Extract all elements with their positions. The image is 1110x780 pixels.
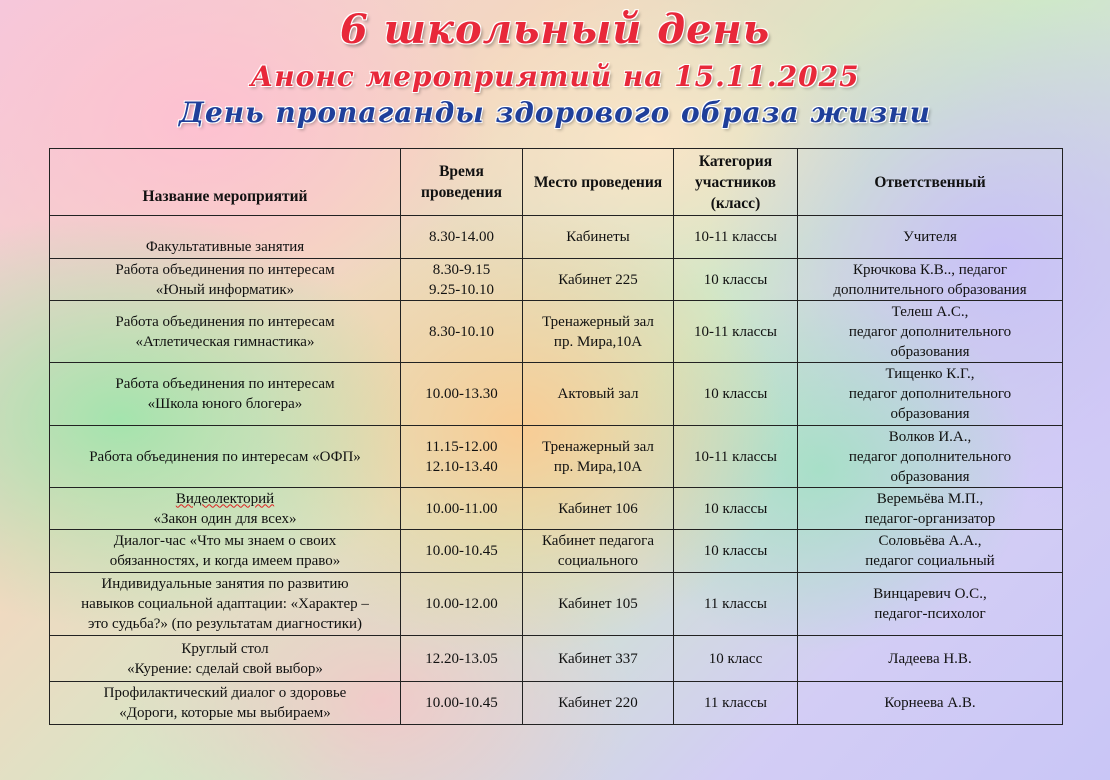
header-time: Время проведения: [401, 149, 523, 216]
event-place: Кабинет 337: [523, 636, 674, 682]
table-row: [50, 426, 1063, 488]
event-place: Актовый зал: [523, 363, 674, 426]
event-name: Индивидуальные занятия по развитию навыков социальной адаптации: «Характер – это судьба?» (по результатам диагностики): [50, 573, 401, 636]
event-place: Кабинет 225: [523, 259, 674, 301]
table-row: [50, 488, 1063, 530]
event-category: 10 классы: [674, 363, 798, 426]
event-responsible: Волков И.А., педагог дополнительного образования: [798, 426, 1063, 488]
event-responsible: Тищенко К.Г., педагог дополнительного образования: [798, 363, 1063, 426]
event-category: 11 классы: [674, 682, 798, 725]
event-name: Факультативные занятия: [50, 216, 401, 259]
announcement-subtitle: Анонс мероприятий на 15.11.2025: [250, 60, 860, 93]
event-name: [50, 488, 401, 530]
events-table: [49, 148, 1063, 725]
table-row: [50, 259, 1063, 301]
event-responsible: Корнеева А.В.: [798, 682, 1063, 725]
event-place: Кабинет 106: [523, 488, 674, 530]
event-name-line2: «Закон один для всех»: [153, 510, 297, 527]
event-name: Диалог-час «Что мы знаем о своих обязанностях, и когда имеем право»: [50, 530, 401, 573]
event-responsible: Телеш А.С., педагог дополнительного образования: [798, 301, 1063, 363]
event-category: 10 класс: [674, 636, 798, 682]
header-place: Место проведения: [523, 149, 674, 216]
event-responsible: Ладеева Н.В.: [798, 636, 1063, 682]
event-place: Тренажерный зал пр. Мира,10А: [523, 426, 674, 488]
event-place: Кабинеты: [523, 216, 674, 259]
event-name: Профилактический диалог о здоровье «Дороги, которые мы выбираем»: [50, 682, 401, 725]
header-category: Категория участников (класс): [674, 149, 798, 216]
event-responsible: Учителя: [798, 216, 1063, 259]
table-row: [50, 216, 1063, 259]
header-responsible: Ответственный: [798, 149, 1063, 216]
event-name-line1: Видеолекторий: [175, 490, 275, 507]
event-category: 10 классы: [674, 259, 798, 301]
event-time: 8.30-9.15 9.25-10.10: [401, 259, 523, 301]
page-title: 6 школьный день: [339, 6, 771, 53]
event-time: 10.00-12.00: [401, 573, 523, 636]
table-header-row: [50, 149, 1063, 216]
event-category: 10 классы: [674, 488, 798, 530]
event-category: 10-11 классы: [674, 301, 798, 363]
event-place: Кабинет педагога социального: [523, 530, 674, 573]
event-time: 8.30-14.00: [401, 216, 523, 259]
event-time: 8.30-10.10: [401, 301, 523, 363]
event-time: 12.20-13.05: [401, 636, 523, 682]
table-row: [50, 301, 1063, 363]
event-name: Работа объединения по интересам «Юный информатик»: [50, 259, 401, 301]
event-place: Кабинет 220: [523, 682, 674, 725]
event-responsible: Винцаревич О.С., педагог-психолог: [798, 573, 1063, 636]
table-row: [50, 682, 1063, 725]
event-time: 10.00-10.45: [401, 682, 523, 725]
table-row: [50, 363, 1063, 426]
event-time: 10.00-13.30: [401, 363, 523, 426]
table-row: [50, 530, 1063, 573]
day-theme: День пропаганды здорового образа жизни: [179, 96, 931, 129]
event-name: Работа объединения по интересам «ОФП»: [50, 426, 401, 488]
table-row: [50, 636, 1063, 682]
event-place: Тренажерный зал пр. Мира,10А: [523, 301, 674, 363]
event-category: 10-11 классы: [674, 216, 798, 259]
event-responsible: Веремьёва М.П., педагог-организатор: [798, 488, 1063, 530]
event-time: 11.15-12.00 12.10-13.40: [401, 426, 523, 488]
event-category: 10-11 классы: [674, 426, 798, 488]
event-name: Работа объединения по интересам «Атлетическая гимнастика»: [50, 301, 401, 363]
event-name: Работа объединения по интересам «Школа юного блогера»: [50, 363, 401, 426]
event-name: Круглый стол «Курение: сделай свой выбор»: [50, 636, 401, 682]
table-row: [50, 573, 1063, 636]
header-name: Название мероприятий: [50, 149, 401, 216]
event-place: Кабинет 105: [523, 573, 674, 636]
event-time: 10.00-10.45: [401, 530, 523, 573]
event-time: 10.00-11.00: [401, 488, 523, 530]
event-category: 11 классы: [674, 573, 798, 636]
event-responsible: Крючкова К.В.., педагог дополнительного образования: [798, 259, 1063, 301]
event-responsible: Соловьёва А.А., педагог социальный: [798, 530, 1063, 573]
event-category: 10 классы: [674, 530, 798, 573]
